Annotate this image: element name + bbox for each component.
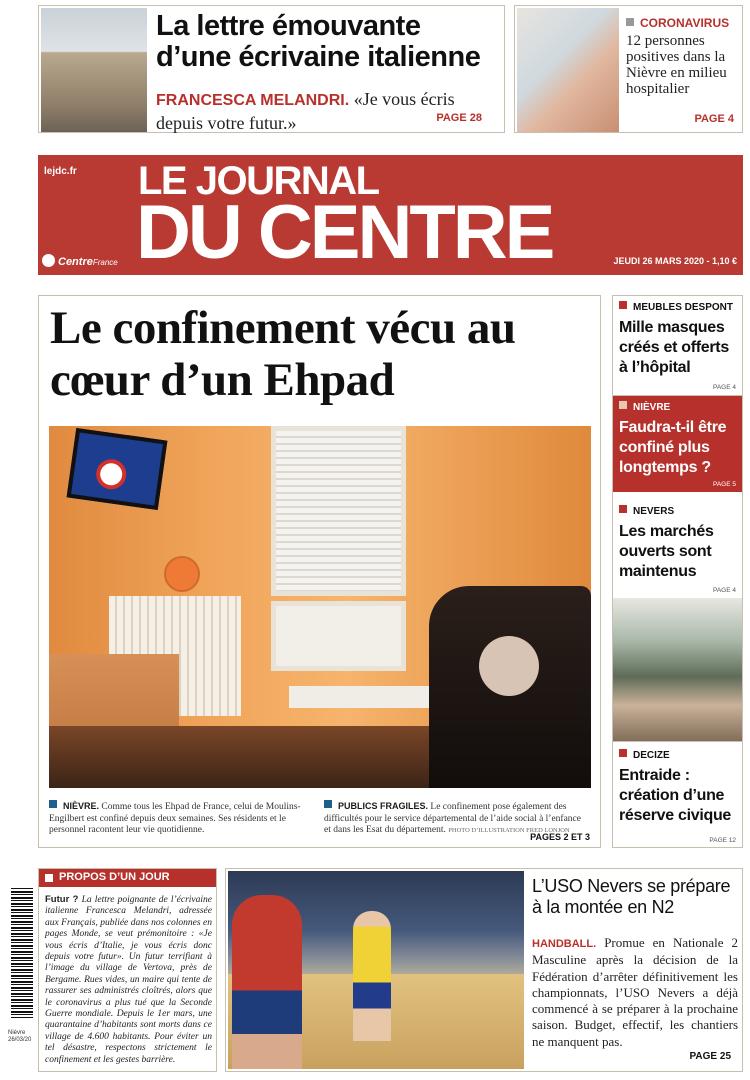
square-bullet-icon — [619, 505, 627, 513]
brief-meubles-despont[interactable] — [613, 296, 742, 396]
masthead — [38, 155, 743, 275]
brief-text: Mille masques créés et offerts à l’hôpital — [619, 319, 729, 376]
centre-france-logo: CentreFrance — [42, 254, 118, 268]
main-story[interactable] — [38, 295, 601, 848]
brief-text: Les marchés ouverts sont maintenus — [619, 523, 714, 580]
date-price: JEUDI 26 MARS 2020 - 1,10 € — [613, 256, 737, 266]
square-bullet-icon — [45, 874, 53, 882]
right-column — [612, 295, 743, 848]
propos-band: PROPOS D’UN JOUR — [39, 869, 216, 887]
brief-decize[interactable] — [613, 744, 742, 848]
tv-curling-image — [67, 428, 168, 510]
teaser-coronavirus[interactable] — [514, 5, 743, 133]
teaser-text: 12 personnes positives dans la Nièvre en milieu hospitalier — [626, 33, 727, 97]
square-bullet-icon — [324, 800, 332, 808]
brief-nievre[interactable] — [613, 396, 742, 492]
brief-category: NEVERS — [633, 506, 675, 517]
teaser-page: PAGE 28 — [436, 112, 482, 124]
teaser-text: «Je vous écris depuis votre futur.» — [156, 89, 455, 133]
masthead-title-line1: LE JOURNAL — [138, 159, 379, 203]
teaser-category: CORONAVIRUS — [626, 16, 729, 30]
brief-page: PAGE 12 — [709, 837, 736, 844]
propos-text: Futur ? La lettre poignante de l’écrivaine italienne Francesca Melandri, adressée aux Français, publiée dans nos colonnes en pages Monde, se veut prémonitoire : «Je vous écris d’Italie, je vous écris donc depuis votre futur». Un futur terrifiant à l’image du village de Vertova, près de Bergame. Rues vides, un maire qui tente de rassurer ses administrés cloîtrés, alors que le coronavirus a plus tué que la Seconde Guerre mondiale. Depuis le 1er mars, une quarantaine d’habitants sont morts dans ce village de 4.600 habitants. Pour éviter un tel désastre, respectons strictement le confinement et les gestes barrière. — [45, 894, 213, 1065]
brief-page: PAGE 4 — [712, 587, 736, 594]
brief-page: PAGE 4 — [712, 384, 736, 391]
brief-text: Faudra-t-il être confiné plus longtemps ? — [619, 419, 727, 476]
barcode-text: Nièvre 26/03/20 — [8, 1030, 32, 1043]
brief-text: Entraide : création d’une réserve civique — [619, 767, 732, 824]
ehpad-room-photo — [49, 426, 591, 788]
uso-page: PAGE 25 — [689, 1051, 731, 1062]
propos-dun-jour[interactable] — [38, 868, 217, 1072]
brief-page: PAGE 5 — [712, 481, 736, 488]
site-url[interactable]: lejdc.fr — [44, 166, 77, 177]
photo-credit: PHOTO D’ILLUSTRATION FRED LONJON — [448, 827, 570, 834]
teaser-italian-writer[interactable] — [38, 5, 505, 133]
square-bullet-icon — [619, 301, 627, 309]
main-headline: Le confinement vécu au cœur d’un Ehpad — [50, 302, 516, 406]
teaser-title: La lettre émouvante d’une écrivaine italienne — [156, 10, 481, 73]
handball-photo — [228, 871, 524, 1069]
teaser-page: PAGE 4 — [694, 113, 734, 125]
uso-text: HANDBALL. Promue en Nationale 2 Masculine après la décision de la Fédération d’arrêter définitivement les championnats, l’USO Nevers a déjà commencé à se préparer à la prochaine saison. Budget, effectif, les chantiers ne manquent pas. — [532, 935, 739, 1049]
brief-category: MEUBLES DESPONT — [633, 302, 734, 313]
masthead-title-line2: DU CENTRE — [136, 190, 553, 275]
square-bullet-icon — [619, 401, 627, 409]
main-pages: PAGES 2 ET 3 — [530, 832, 590, 842]
square-bullet-icon — [626, 18, 634, 26]
uso-nevers-story[interactable] — [225, 868, 743, 1072]
square-bullet-icon — [619, 749, 627, 757]
centre-france-mark-icon — [42, 254, 55, 267]
hand-sanitizer-photo — [517, 8, 619, 132]
brief-category: DECIZE — [633, 750, 670, 761]
square-bullet-icon — [49, 800, 57, 808]
caption-nievre: NIÈVRE. Comme tous les Ehpad de France, celui de Moulins-Engilbert est confiné depuis deux semaines. Ses résidents et le personnel racontent leur vie quotidienne. — [49, 801, 301, 835]
market-photo — [613, 598, 742, 742]
caption-publics-fragiles: PUBLICS FRAGILES. Le confinement pose également des difficultés pour le service départemental de l’aide social à l’enfance et dans les Esat du département. PHOTO D’ILLUSTRATION FRED LONJON — [324, 801, 581, 835]
barcode — [11, 888, 33, 1018]
brief-nevers[interactable] — [613, 500, 742, 598]
uso-title: L’USO Nevers se prépare à la montée en N2 — [532, 876, 731, 917]
teaser-kicker: FRANCESCA MELANDRI. — [156, 92, 350, 109]
milan-cathedral-photo — [41, 8, 147, 132]
brief-category: NIÈVRE — [633, 402, 671, 413]
